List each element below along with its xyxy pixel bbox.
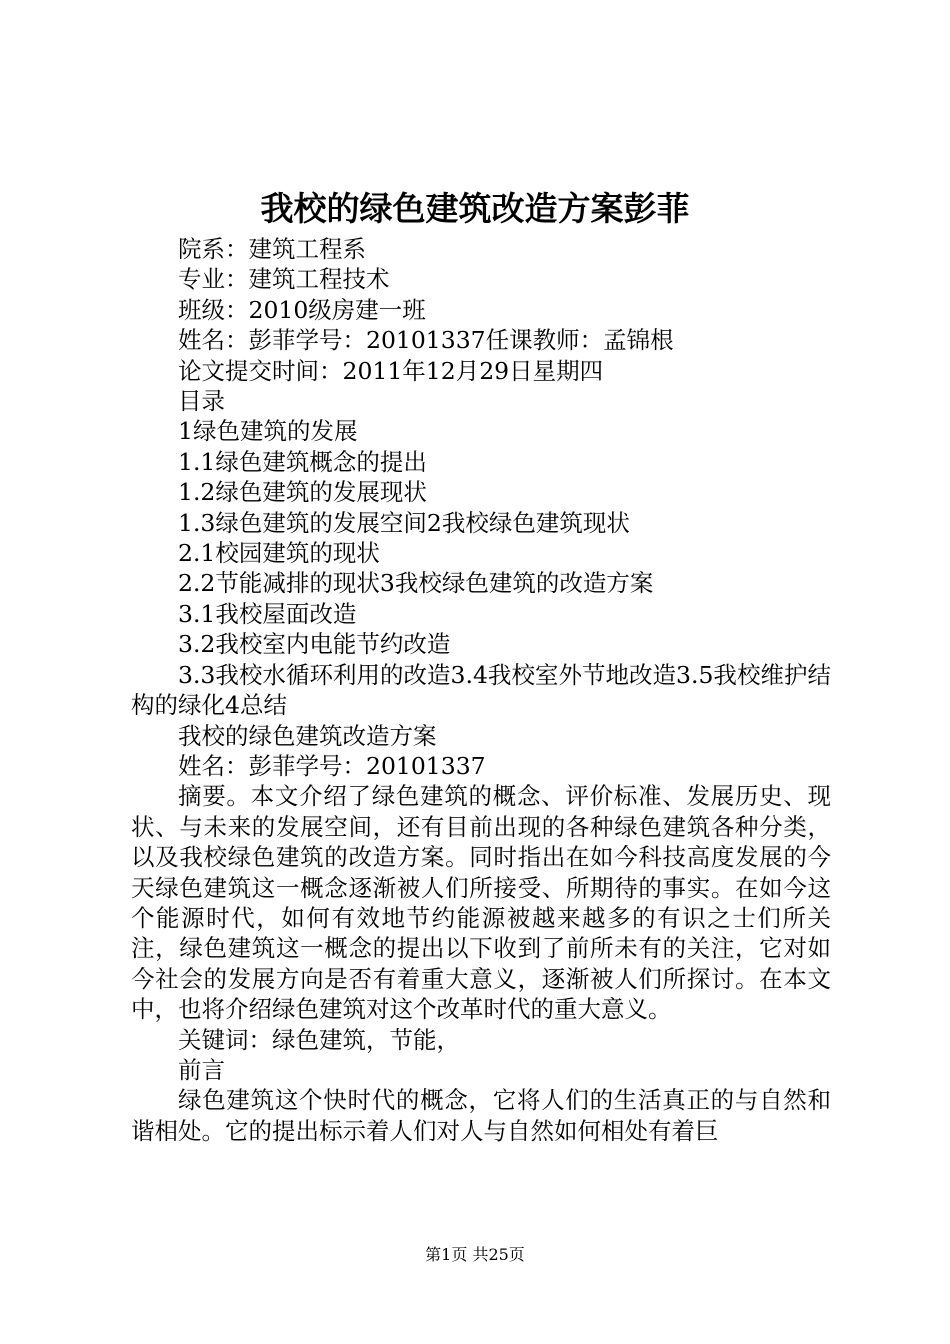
preface-paragraph: 绿色建筑这个快时代的概念，它将人们的生活真正的与自然和谐相处。它的提出标示着人们对人与自然如何相处有着巨 bbox=[131, 1086, 831, 1145]
page-number-footer: 第1页 共25页 bbox=[425, 1245, 525, 1264]
department-line: 院系：建筑工程系 bbox=[178, 235, 366, 263]
major-line: 专业：建筑工程技术 bbox=[178, 265, 390, 294]
toc-item: 2.2节能减排的现状3我校绿色建筑的改造方案 bbox=[178, 569, 654, 598]
abstract-paragraph: 摘要。本文介绍了绿色建筑的概念、评价标准、发展历史、现状、与未来的发展空间，还有目前出现的各种绿色建筑各种分类，以及我校绿色建筑的改造方案。同时指出在如今科技高度发展的今天绿色建筑这一概念逐渐被人们所接受、所期待的事实。在如今这个能源时代，如何有效地节约能源被越来越多的有识之士们所关注，绿色建筑这一概念的提出以下收到了前所未有的关注，它对如今社会的发展方向是否有着重大意义，逐渐被人们所探讨。在本文中，也将介绍绿色建筑对这个改革时代的重大意义。 bbox=[131, 782, 831, 1024]
toc-heading: 目录 bbox=[178, 387, 225, 416]
toc-item: 2.1校园建筑的现状 bbox=[178, 539, 380, 568]
toc-item: 1绿色建筑的发展 bbox=[178, 417, 358, 446]
toc-item: 3.2我校室内电能节约改造 bbox=[178, 630, 451, 659]
toc-item: 3.1我校屋面改造 bbox=[178, 599, 357, 628]
keywords-line: 关键词：绿色建筑，节能， bbox=[178, 1025, 460, 1054]
subtitle: 我校的绿色建筑改造方案 bbox=[178, 721, 437, 750]
toc-item: 1.1绿色建筑概念的提出 bbox=[178, 447, 427, 476]
document-body bbox=[131, 234, 831, 1146]
preface-heading: 前言 bbox=[178, 1055, 225, 1084]
document-title: 我校的绿色建筑改造方案彭菲 bbox=[260, 189, 690, 228]
toc-item: 1.2绿色建筑的发展现状 bbox=[178, 478, 427, 507]
toc-item-last: 3.3我校水循环利用的改造3.4我校室外节地改造3.5我校维护结构的绿化4总结 bbox=[131, 660, 831, 720]
submit-time-line: 论文提交时间：2011年12月29日星期四 bbox=[178, 356, 604, 385]
author-line: 姓名：彭菲学号：20101337 bbox=[178, 751, 486, 780]
toc-item: 1.3绿色建筑的发展空间2我校绿色建筑现状 bbox=[178, 508, 630, 537]
name-line: 姓名：彭菲学号：20101337任课教师：孟锦根 bbox=[178, 326, 674, 355]
class-line: 班级：2010级房建一班 bbox=[178, 295, 426, 324]
